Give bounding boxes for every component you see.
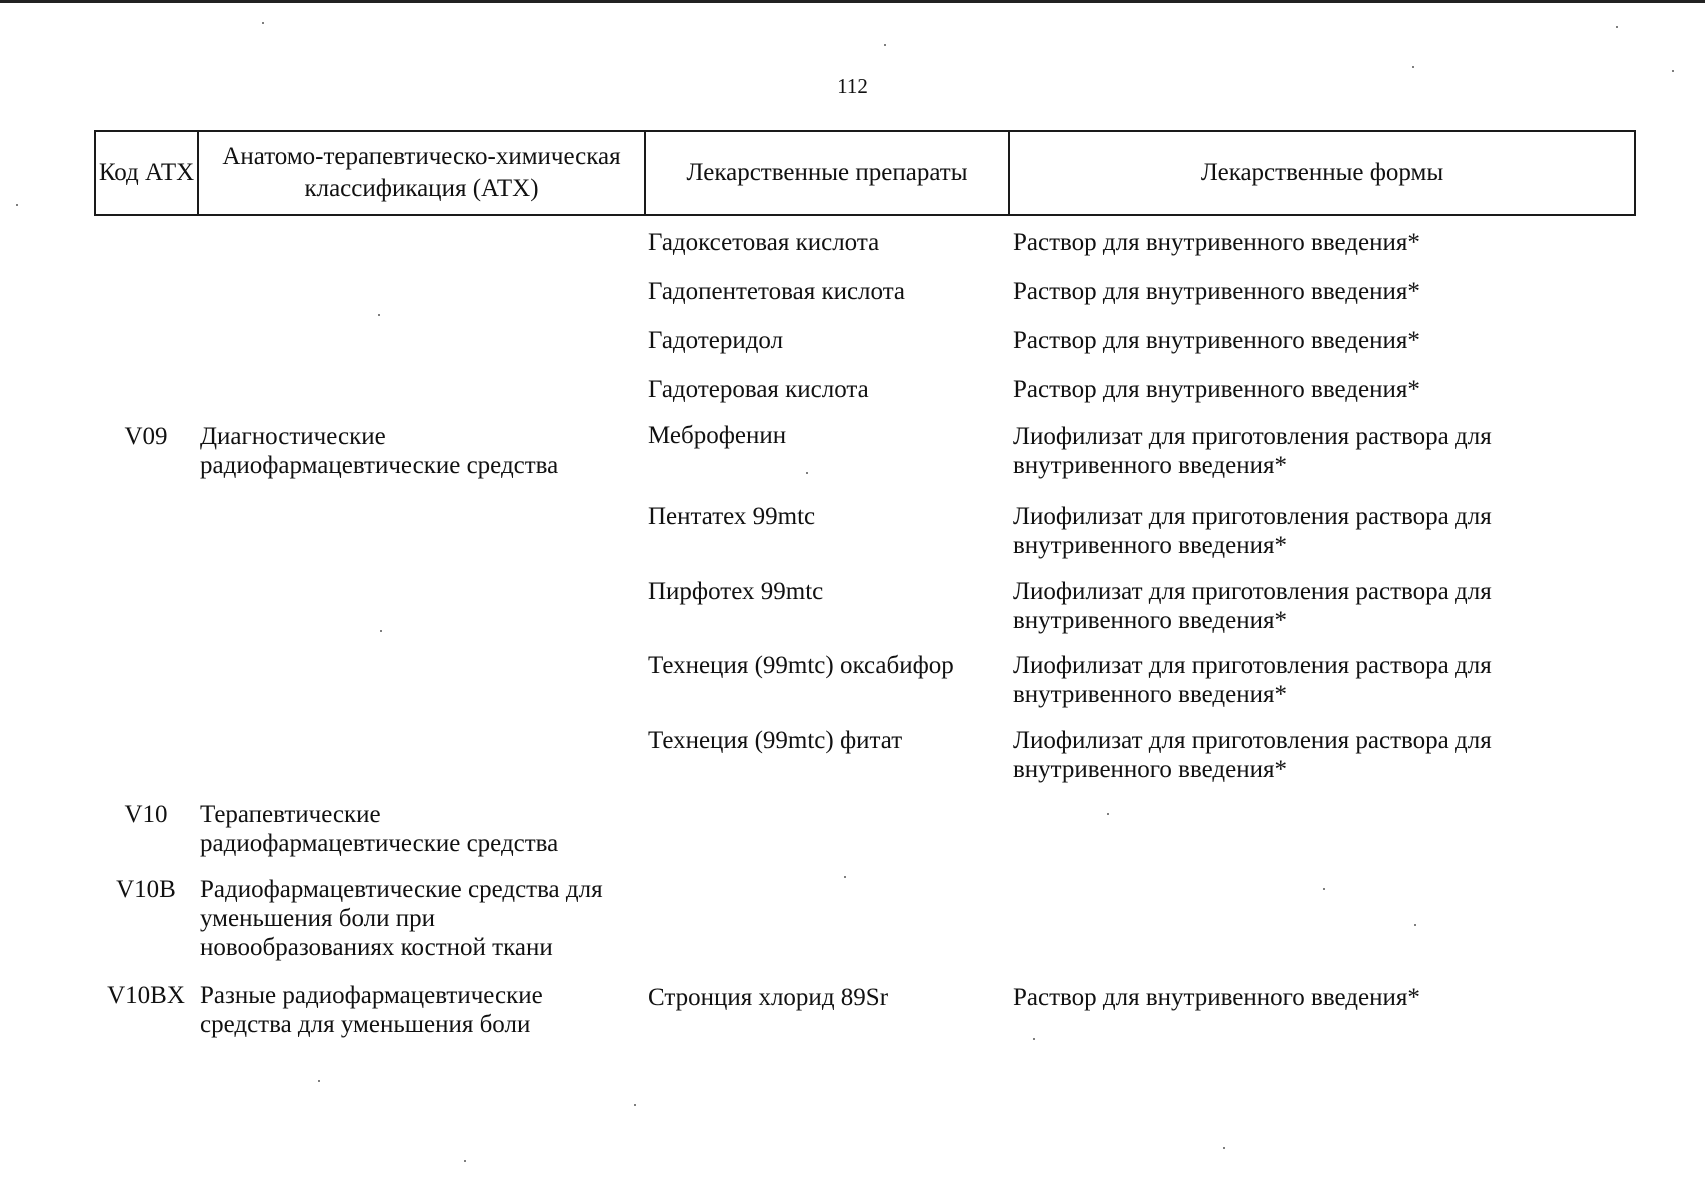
header-classification: Анатомо-терапевтическо-химическая классификация (АТХ) [199, 132, 646, 214]
atx-code: V10BX [107, 982, 185, 1009]
drug-name: Технеция (99mtc) фитат [648, 727, 903, 754]
drug-form: Лиофилизат для приготовления раствора для внутривенного введения* [1013, 503, 1492, 559]
drug-name: Пирфотех 99mtc [648, 578, 824, 605]
drug-form: Лиофилизат для приготовления раствора для внутривенного введения* [1013, 727, 1492, 783]
scan-speck [884, 44, 886, 46]
drug-form: Лиофилизат для приготовления раствора для внутривенного введения* [1013, 423, 1492, 479]
drug-form: Раствор для внутривенного введения* [1013, 327, 1420, 354]
scan-speck [1223, 1147, 1225, 1149]
drug-form: Лиофилизат для приготовления раствора для внутривенного введения* [1013, 652, 1492, 708]
scan-speck [1616, 26, 1618, 28]
scan-speck [1414, 924, 1416, 926]
header-code: Код АТХ [96, 132, 199, 214]
drug-name: Меброфенин [648, 422, 787, 449]
drug-name: Пентатех 99mtc [648, 503, 816, 530]
atx-classification: Диагностические радиофармацевтические средства [200, 423, 559, 479]
drug-form: Раствор для внутривенного введения* [1013, 984, 1420, 1011]
scan-speck [464, 1160, 466, 1162]
scan-speck [806, 472, 808, 474]
atx-classification: Разные радиофармацевтические средства для уменьшения боли [200, 982, 543, 1038]
atx-code: V10B [116, 876, 176, 903]
drug-form: Раствор для внутривенного введения* [1013, 376, 1420, 403]
scan-speck [318, 1080, 320, 1082]
scan-speck [16, 204, 18, 206]
table-header [94, 130, 1636, 216]
drug-form: Лиофилизат для приготовления раствора для внутривенного введения* [1013, 578, 1492, 634]
scan-speck [634, 1104, 636, 1106]
atx-classification: Терапевтические радиофармацевтические средства [200, 801, 559, 857]
scan-speck [1323, 888, 1325, 890]
drug-name: Стронция хлорид 89Sr [648, 984, 889, 1011]
atx-classification: Радиофармацевтические средства для уменьшения боли при новообразованиях костной ткани [200, 876, 603, 961]
drug-name: Гадотеридол [648, 327, 784, 354]
page-number: 112 [837, 74, 868, 98]
scan-speck [378, 314, 380, 316]
drug-form: Раствор для внутривенного введения* [1013, 229, 1420, 256]
drug-name: Гадотеровая кислота [648, 376, 869, 403]
scan-speck [1033, 1038, 1035, 1040]
scan-speck [1107, 813, 1109, 815]
scan-speck [262, 22, 264, 24]
scan-speck [844, 876, 846, 878]
atx-code: V10 [124, 801, 168, 828]
scan-speck [1672, 70, 1674, 72]
drug-name: Гадоксетовая кислота [648, 229, 880, 256]
scan-speck [1412, 66, 1414, 68]
scan-speck [380, 630, 382, 632]
atx-code: V09 [124, 423, 168, 450]
top-border-line [0, 0, 1705, 3]
drug-name: Гадопентетовая кислота [648, 278, 906, 305]
header-forms: Лекарственные формы [1200, 159, 1444, 186]
drug-name: Технеция (99mtc) оксабифор [648, 652, 954, 679]
drug-form: Раствор для внутривенного введения* [1013, 278, 1420, 305]
header-drugs: Лекарственные препараты [646, 132, 1010, 214]
